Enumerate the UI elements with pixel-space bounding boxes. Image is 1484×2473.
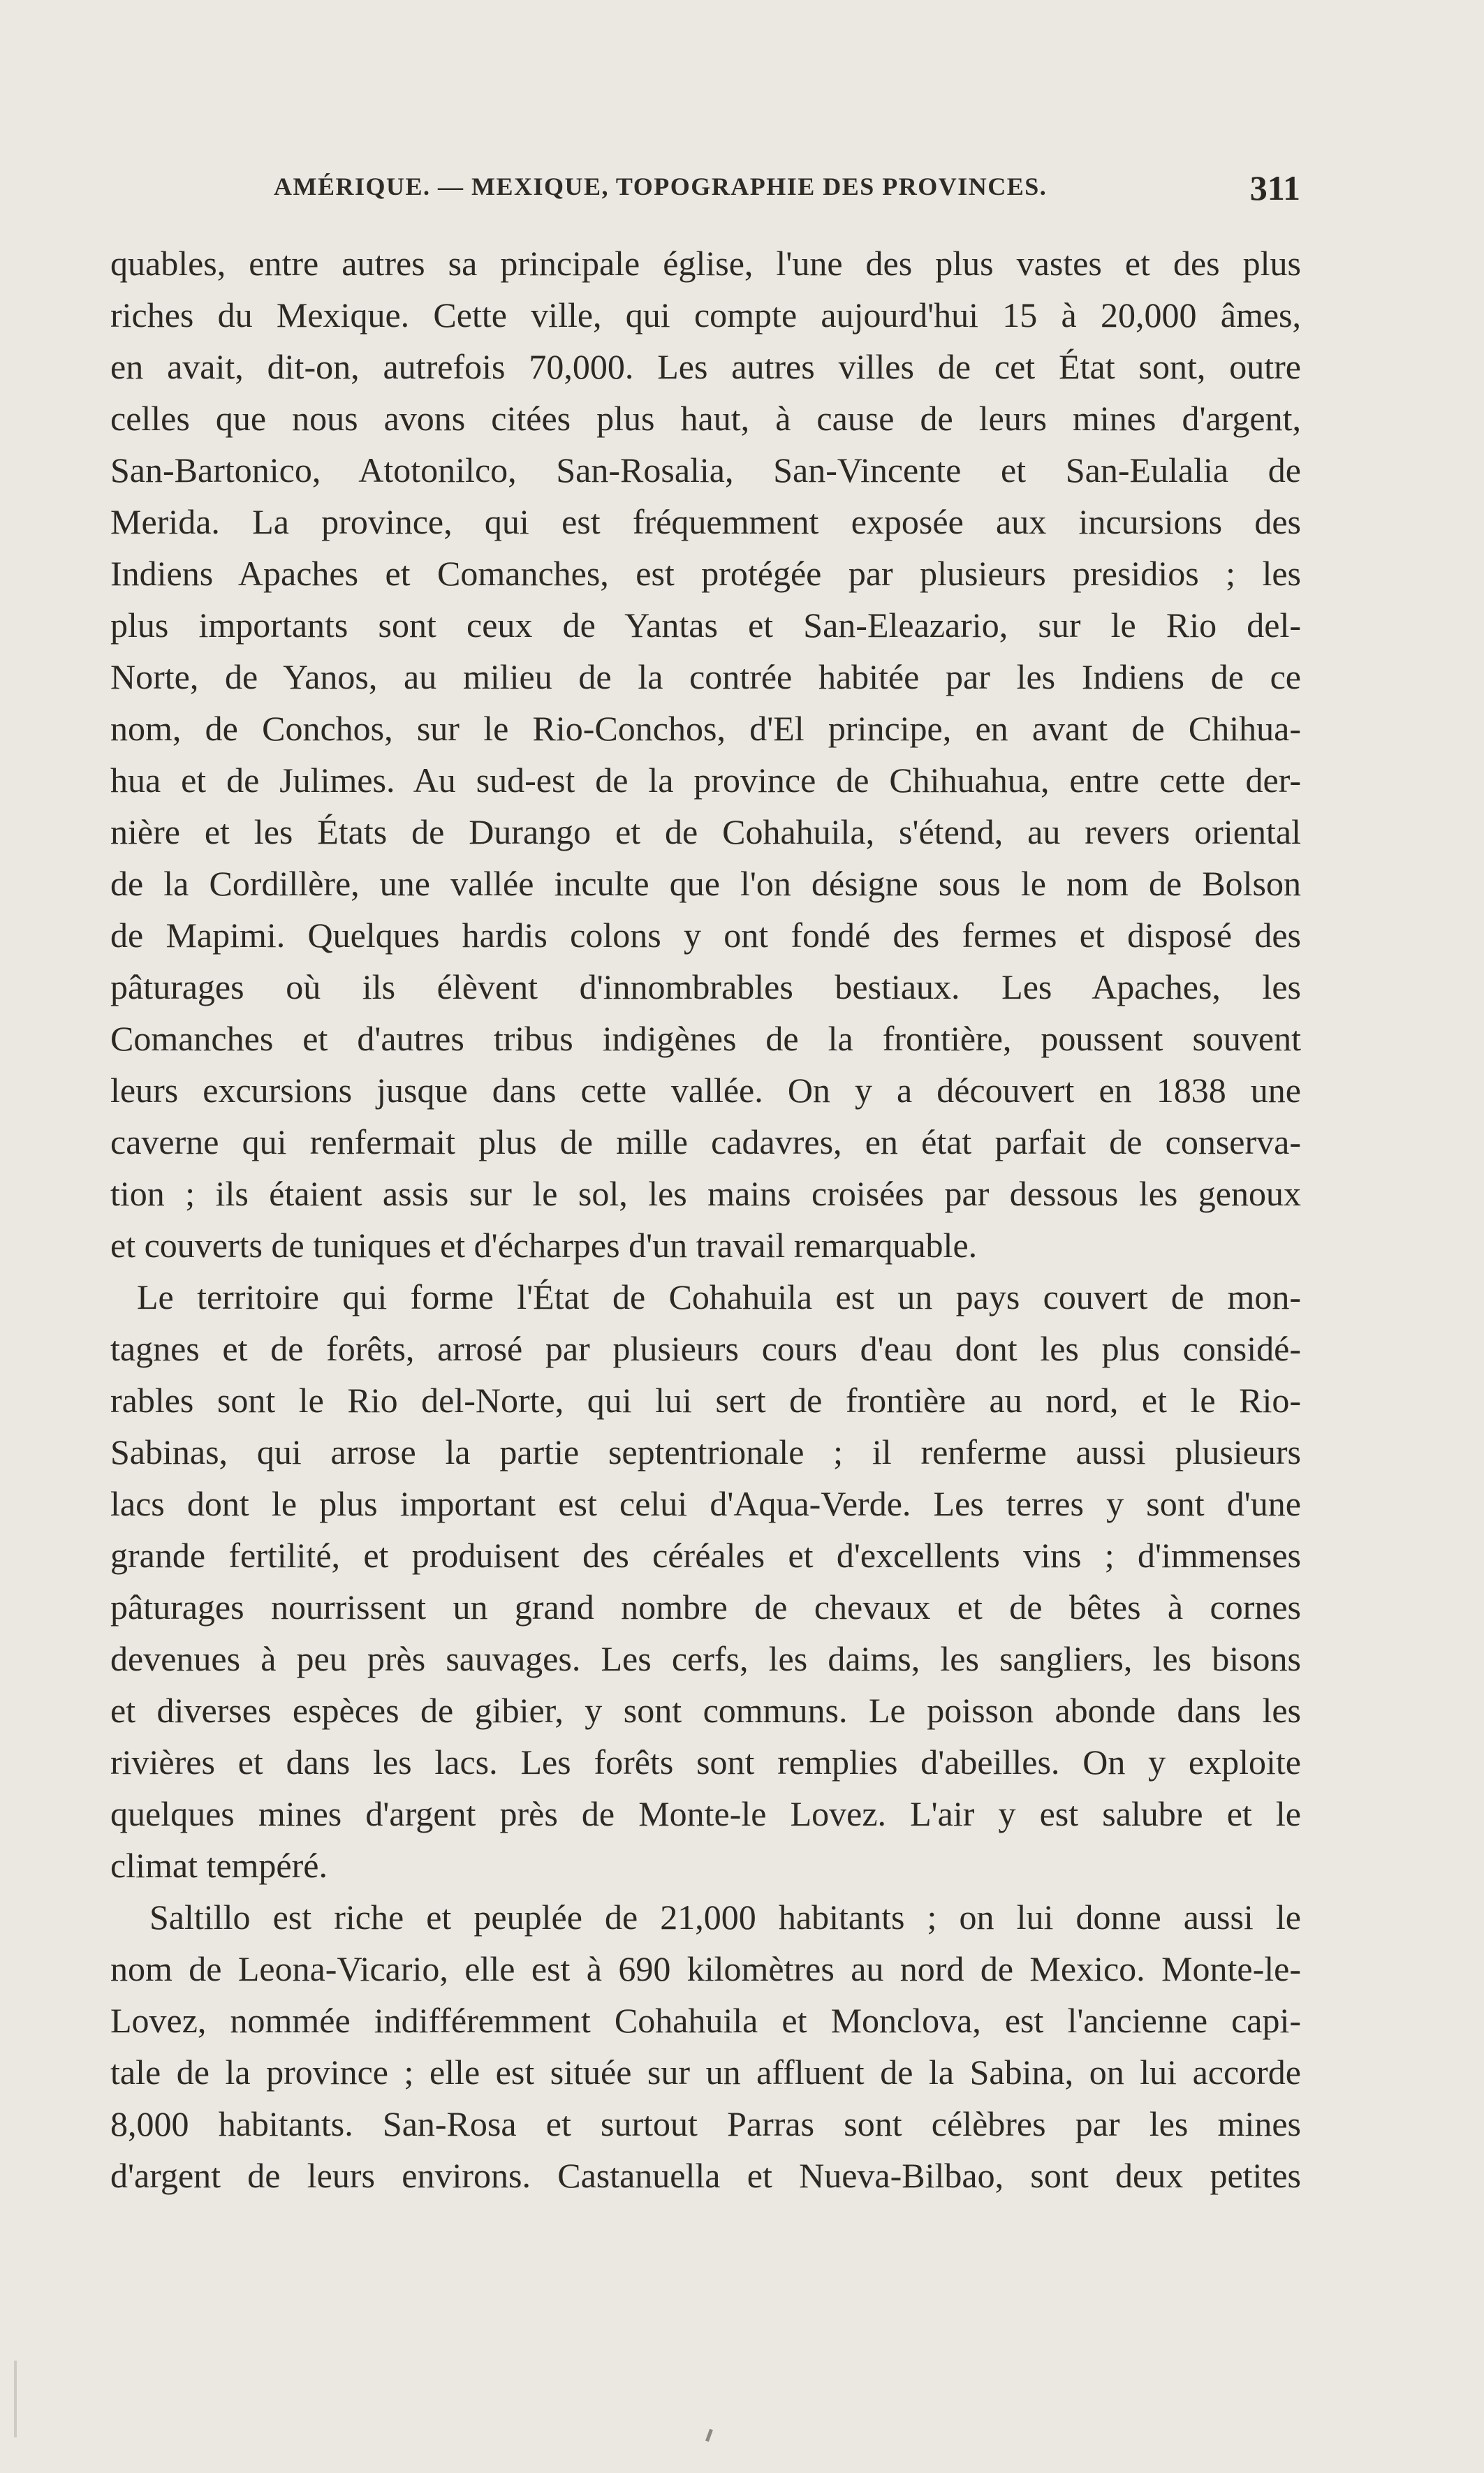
text-line: tale de la province ; elle est située sur un affluent de la Sabina, on lui accorde xyxy=(110,2053,1301,2092)
text-line: rivières et dans les lacs. Les forêts sont remplies d'abeilles. On y exploite xyxy=(110,1742,1301,1782)
text-line: caverne qui renfermait plus de mille cadavres, en état parfait de conserva- xyxy=(110,1122,1301,1161)
text-line: en avait, dit-on, autrefois 70,000. Les autres villes de cet État sont, outre xyxy=(110,347,1301,386)
body-text xyxy=(110,237,1301,2201)
text-line: leurs excursions jusque dans cette vallée. On y a découvert en 1838 une xyxy=(110,1071,1301,1110)
text-line: Norte, de Yanos, au milieu de la contrée habitée par les Indiens de ce xyxy=(110,657,1301,696)
text-line: de Mapimi. Quelques hardis colons y ont fondé des fermes et disposé des xyxy=(110,916,1301,955)
paragraph-start-line: Saltillo est riche et peuplée de 21,000 habitants ; on lui donne aussi le xyxy=(149,1898,1301,1937)
text-line: 8,000 habitants. San-Rosa et surtout Parras sont célèbres par les mines xyxy=(110,2104,1301,2143)
text-line: quelques mines d'argent près de Monte-le Lovez. L'air y est salubre et le xyxy=(110,1794,1301,1833)
text-line: Merida. La province, qui est fréquemment exposée aux incursions des xyxy=(110,502,1301,541)
ink-speck xyxy=(705,2429,713,2442)
text-line: devenues à peu près sauvages. Les cerfs, les daims, les sangliers, les bisons xyxy=(110,1639,1301,1678)
text-line: rables sont le Rio del-Norte, qui lui sert de frontière au nord, et le Rio- xyxy=(110,1381,1301,1420)
text-line: climat tempéré. xyxy=(110,1846,328,1885)
text-line: quables, entre autres sa principale église, l'une des plus vastes et des plus xyxy=(110,244,1301,283)
text-line: pâturages nourrissent un grand nombre de chevaux et de bêtes à cornes xyxy=(110,1587,1301,1627)
text-line: celles que nous avons citées plus haut, à cause de leurs mines d'argent, xyxy=(110,399,1301,438)
page-edge-mark xyxy=(14,2361,17,2437)
text-line: lacs dont le plus important est celui d'Aqua-Verde. Les terres y sont d'une xyxy=(110,1484,1301,1523)
text-line: nom, de Conchos, sur le Rio-Conchos, d'El principe, en avant de Chihua- xyxy=(110,709,1301,748)
text-line: tion ; ils étaient assis sur le sol, les mains croisées par dessous les genoux xyxy=(110,1174,1301,1213)
page-header xyxy=(274,168,1300,210)
text-line: nom de Leona-Vicario, elle est à 690 kilomètres au nord de Mexico. Monte-le- xyxy=(110,1949,1301,1988)
text-line: Comanches et d'autres tribus indigènes de la frontière, poussent souvent xyxy=(110,1019,1301,1058)
paragraph-start-line: Le territoire qui forme l'État de Cohahuila est un pays couvert de mon- xyxy=(137,1277,1301,1316)
text-line: plus importants sont ceux de Yantas et San-Eleazario, sur le Rio del- xyxy=(110,606,1301,645)
text-line: et couverts de tuniques et d'écharpes d'un travail remarquable. xyxy=(110,1226,978,1265)
text-line: nière et les États de Durango et de Cohahuila, s'étend, au revers oriental xyxy=(110,812,1301,851)
page-number: 311 xyxy=(1249,168,1300,207)
text-line: grande fertilité, et produisent des céréales et d'excellents vins ; d'immenses xyxy=(110,1536,1301,1575)
text-line: d'argent de leurs environs. Castanuella et Nueva-Bilbao, sont deux petites xyxy=(110,2156,1301,2195)
text-line: San-Bartonico, Atotonilco, San-Rosalia, San-Vincente et San-Eulalia de xyxy=(110,450,1301,490)
text-line: pâturages où ils élèvent d'innombrables bestiaux. Les Apaches, les xyxy=(110,967,1301,1006)
text-line: riches du Mexique. Cette ville, qui compte aujourd'hui 15 à 20,000 âmes, xyxy=(110,295,1301,335)
text-line: tagnes et de forêts, arrosé par plusieurs cours d'eau dont les plus considé- xyxy=(110,1329,1301,1368)
text-line: hua et de Julimes. Au sud-est de la province de Chihuahua, entre cette der- xyxy=(110,761,1301,800)
running-head: AMÉRIQUE. — MEXIQUE, TOPOGRAPHIE DES PROVINCES. xyxy=(274,173,1048,200)
text-line: Sabinas, qui arrose la partie septentrionale ; il renferme aussi plusieurs xyxy=(110,1432,1301,1472)
text-line: Indiens Apaches et Comanches, est protégée par plusieurs presidios ; les xyxy=(110,554,1301,593)
text-line: et diverses espèces de gibier, y sont communs. Le poisson abonde dans les xyxy=(110,1691,1301,1730)
text-line: de la Cordillère, une vallée inculte que l'on désigne sous le nom de Bolson xyxy=(110,864,1301,903)
text-line: Lovez, nommée indifféremment Cohahuila et Monclova, est l'ancienne capi- xyxy=(110,2001,1301,2040)
